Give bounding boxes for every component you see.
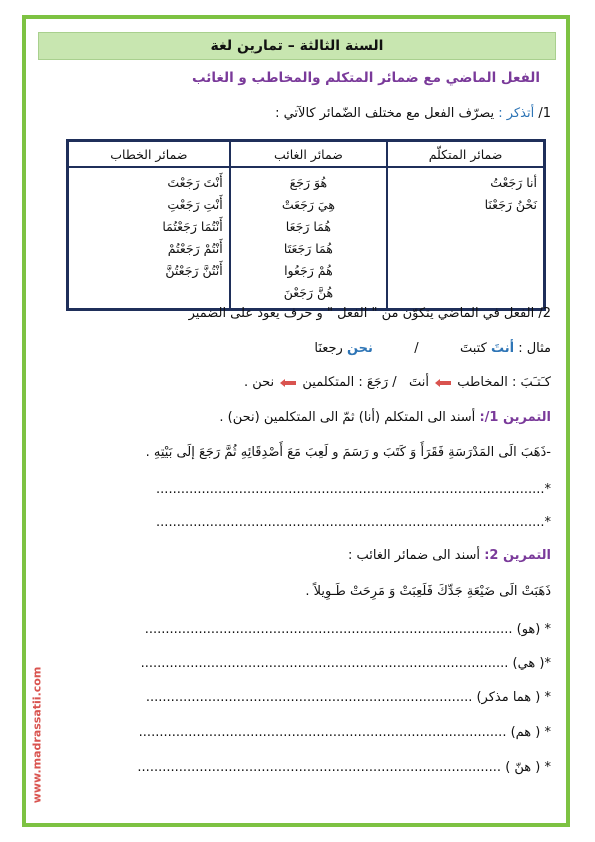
- speaker-item: نَحْنُ رَجَعْنَا: [484, 197, 537, 212]
- speaker-column: [387, 167, 544, 310]
- addressee-item: أَنْتُنَّ رَجَعْتُنَّ: [165, 263, 223, 278]
- absent-item: هِيَ رَجَعَتْ: [281, 197, 335, 212]
- example-separator: /: [414, 341, 419, 356]
- addressee-item: أَنْتِ رَجَعْتِ: [167, 197, 223, 212]
- conjugation-note: [244, 375, 551, 390]
- absent-item: هُمْ رَجَعُوا: [284, 263, 333, 278]
- exercise2-answer-line[interactable]: * (هو) .........................................................................................: [144, 622, 551, 637]
- exercise2-answer-line[interactable]: *( هي) .........................................................................................: [140, 656, 551, 671]
- note-part2: أنتَ: [409, 375, 430, 390]
- watermark-text: www.madrassatii.com: [30, 666, 44, 804]
- exercise2-answer-line[interactable]: * ( هما مذكر) ...............................................................................: [145, 690, 551, 705]
- header-absent: ضمائر الغائب: [230, 141, 387, 168]
- exercise2-sentence: ذَهَبَتْ الَى ضَيْعَةِ جَدِّكَ فَلَعِبَتْ وَ مَرِحَتْ طَـوِيلاً .: [305, 584, 551, 599]
- section1-number: 1/: [538, 106, 551, 121]
- addressee-column: [68, 167, 230, 310]
- note-part1: كـَتـَبَ : المخاطب: [457, 375, 551, 390]
- exercise1-answer-line[interactable]: *..............................................................................................: [156, 515, 551, 530]
- exercise1-answer-line[interactable]: *..............................................................................................: [156, 482, 551, 497]
- addressee-item: أَنْتُمْ رَجَعْتُمْ: [167, 241, 223, 256]
- exercise1-heading: [219, 410, 551, 425]
- example-b-verb: رجعنَا: [314, 341, 343, 356]
- section2-rule: 2/ الفعل في الماضي يتكوّن من " الفعل " و حرف يعود على الضمير: [188, 306, 551, 321]
- exercise2-instruction: أسند الى ضمائر الغائب :: [347, 548, 481, 563]
- note-part4: نحن .: [243, 375, 275, 390]
- section1-text: يصرّف الفعل مع مختلف الضّمائر كالآتي :: [275, 106, 495, 121]
- page-title: [38, 32, 556, 60]
- exercise2-label: التمرين 2:: [484, 548, 551, 563]
- section1-line: [275, 106, 551, 121]
- pronouns-table: [66, 139, 546, 311]
- example-label: مثال :: [518, 341, 551, 356]
- red-arrow-icon: [280, 379, 296, 387]
- exercise1-instruction: أسند الى المتكلم (أنا) ثمّ الى المتكلمين (نحن) .: [219, 410, 476, 425]
- section1-label: أتذكر :: [498, 106, 535, 121]
- red-arrow-icon: [435, 379, 451, 387]
- exercise1-sentence: -ذَهَبَ الَى المَدْرَسَةِ فَقَرَأَ وَ كَتَبَ و رَسَمَ و لَعِبَ مَعَ أَصْدِقَائِهِ ثُمَّ رَجَعَ إلَى بَيْتِهِ .: [145, 445, 551, 460]
- header-speaker: ضمائر المتكلّم: [387, 141, 544, 168]
- example-a-verb: كتبتَ: [459, 341, 487, 356]
- page-title-text: السنة الثالثة – تمارين لغة: [210, 38, 384, 54]
- example-b-pronoun: نحن: [346, 341, 373, 356]
- lesson-subtitle: الفعل الماضي مع ضمائر المتكلم والمخاطب و الغائب: [191, 70, 540, 86]
- absent-item: هُوَ رَجَعَ: [289, 175, 328, 190]
- speaker-item: أنا رَجَعْتُ: [490, 175, 537, 190]
- example-a-pronoun: أنتَ: [490, 341, 515, 356]
- exercise2-heading: [348, 548, 551, 563]
- watermark: [28, 650, 46, 820]
- exercise1-label: التمرين 1/:: [479, 410, 551, 425]
- absent-item: هُمَا رَجَعَا: [285, 219, 331, 234]
- addressee-item: أَنْتَ رَجَعْتَ: [167, 175, 223, 190]
- exercise2-answer-line[interactable]: * ( هنّ ) ........................................................................................: [137, 760, 551, 775]
- example-line: [314, 341, 551, 356]
- header-addressee: ضمائر الخطاب: [68, 141, 230, 168]
- absent-column: [230, 167, 387, 310]
- addressee-item: أَنْتُمَا رَجَعْتُمَا: [162, 219, 223, 234]
- exercise2-answer-line[interactable]: * ( هم) .........................................................................................: [138, 725, 551, 740]
- absent-item: هُنَّ رَجَعْنَ: [283, 285, 334, 300]
- note-part3: / رَجَعَ : المتكلمين: [302, 375, 397, 390]
- absent-item: هُمَا رَجَعَتَا: [283, 241, 333, 256]
